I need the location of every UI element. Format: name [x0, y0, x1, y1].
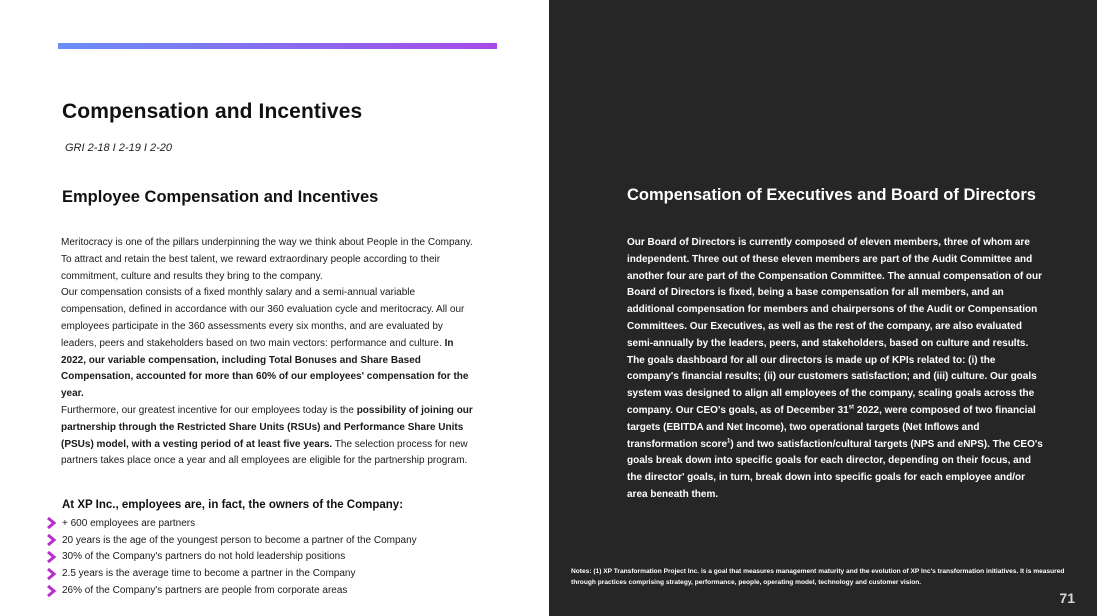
list-item-text: 26% of the Company's partners are people from corporate areas: [62, 585, 348, 597]
owners-bullet-list: [46, 515, 417, 599]
list-item-text: + 600 employees are partners: [62, 517, 196, 529]
superscript: st: [848, 404, 855, 411]
employee-compensation-body: [61, 235, 481, 470]
footnote: Notes: (1) XP Transformation Project Inc. is a goal that measures management maturity and the evolution of XP Inc's transformation initiatives. It is measured through practices comprising strategy, performance, people, operating model, technology and customer vision.: [571, 568, 1065, 586]
list-item: [46, 532, 417, 549]
list-item: [46, 565, 417, 582]
section-title-executives-board: Compensation of Executives and Board of Directors: [627, 186, 1036, 204]
chevron-right-icon: [46, 551, 60, 563]
paragraph-meritocracy: Meritocracy is one of the pillars underpinning the way we think about People in the Company. To attract and retain the best talent, we reward extraordinary people according to their commitment, culture and results they bring to the company.: [61, 237, 473, 282]
page-number: 71: [1059, 590, 1075, 606]
list-item-text: 30% of the Company's partners do not hold leadership positions: [62, 551, 346, 563]
gri-reference: GRI 2-18 I 2-19 I 2-20: [65, 142, 172, 154]
footnote-marker: 1: [727, 438, 731, 445]
chevron-right-icon: [46, 568, 60, 580]
list-item-text: 20 years is the age of the youngest person to become a partner of the Company: [62, 534, 417, 546]
paragraph-goals-dashboard: [627, 353, 1045, 504]
paragraph-partnership-incentive: [61, 403, 481, 470]
section-title-employee-compensation: Employee Compensation and Incentives: [62, 188, 379, 206]
page-title: Compensation and Incentives: [62, 100, 363, 123]
paragraph-text: Our compensation consists of a fixed monthly salary and a semi-annual variable compensation, defined in accordance with our 360 evaluation cycle and meritocracy. All our employees participate in the 360 assessments every six months, and are evaluated by leaders, peers and stakeholders based on two main vectors: performance and culture.: [61, 287, 465, 349]
list-item: [46, 582, 417, 599]
paragraph-text: The selection process for new partners takes place once a year and all employees are eligible for the partnership program.: [61, 438, 468, 467]
chevron-right-icon: [46, 585, 60, 597]
paragraph-compensation-structure: [61, 285, 481, 403]
list-item: [46, 549, 417, 566]
header-gradient-bar: [58, 43, 497, 49]
paragraph-bold-text: In 2022, our variable compensation, including Total Bonuses and Share Based Compensation, accounted for more than 60% of our employees' compensation for the year.: [61, 337, 469, 400]
list-item: [46, 515, 417, 532]
paragraph-board-composition: Our Board of Directors is currently composed of eleven members, three of whom are independent. Three out of these eleven members are part of the Audit Committee and another four are part of the Compensation Committee. The annual compensation of our Board of Directors is fixed, being a base compensation for all members, and an additional compensation for members and chairpersons of the Audit or Compensation Committees. Our Executives, as well as the rest of the company, are also evaluated semi-annually by the leaders, peers, and stakeholders, based on culture and results.: [627, 237, 1043, 349]
chevron-right-icon: [46, 534, 60, 546]
paragraph-text: The goals dashboard for all our directors is made up of KPIs related to: (i) the company's financial results; (ii) our customers satisfaction; and (iii) culture. Our goals system was designed to align all employees of the company, scaling goals across the company. Our CEO's goals, as of December 31: [627, 354, 1037, 416]
owners-heading: At XP Inc., employees are, in fact, the owners of the Company:: [62, 499, 404, 511]
paragraph-text: 2022, were composed of two financial targets (EBITDA and Net Income), two operational targets (Net Inflows and transformation score: [627, 404, 1036, 450]
chevron-right-icon: [46, 517, 60, 529]
executives-board-body: [627, 235, 1045, 504]
right-panel: [549, 0, 1097, 616]
paragraph-text: Furthermore, our greatest incentive for our employees today is the: [61, 404, 354, 416]
list-item-text: 2.5 years is the average time to become a partner in the Company: [62, 568, 356, 580]
paragraph-text: ) and two satisfaction/cultural targets (NPS and eNPS). The CEO's goals break down into specific goals for each director, depending on their focus, and the director' goals, in turn, break down into specific goals for each employee and/or area beneath them.: [627, 438, 1043, 500]
paragraph-bold-text: possibility of joining our partnership through the Restricted Share Units (RSUs) and Performance Share Units (PSUs) model, with a vesting period of at least five years.: [61, 404, 473, 450]
